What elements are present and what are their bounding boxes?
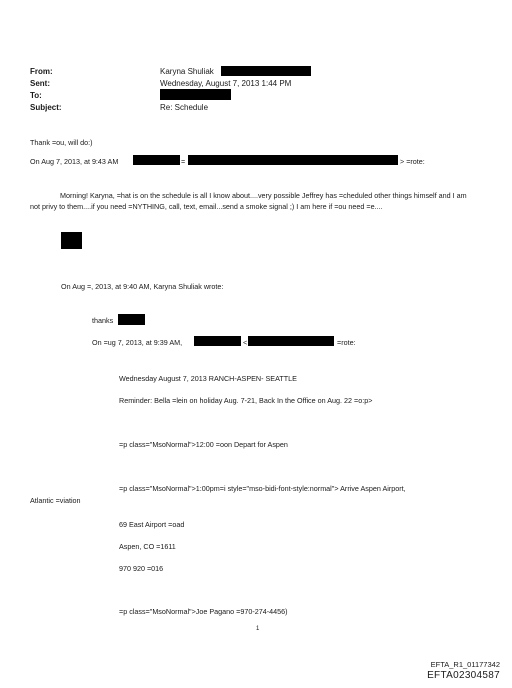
quote1-eq: = xyxy=(181,157,186,166)
redaction-quote3-email xyxy=(248,336,334,346)
quote1-suffix: > =rote: xyxy=(400,157,425,166)
subject-label: Subject: xyxy=(30,103,62,112)
thanks-text: thanks xyxy=(92,316,114,325)
efta-id-r1: EFTA_R1_01177342 xyxy=(430,660,500,669)
quote3-suffix: =rote: xyxy=(337,338,356,347)
redaction-quote1-name xyxy=(133,155,180,165)
schedule-item-contact: =p class="MsoNormal">Joe Pagano =970-274-4456) xyxy=(119,607,288,616)
redaction-quote1-email xyxy=(188,155,398,165)
morning-paragraph: Morning! Karyna, =hat is on the schedule is all I know about....very possible Jeffrey has =cheduled other things himself and I am not privy to them....if you need =NYTHING, call, text, email...send a smoke signal ;) I am here if =ou need =e.... xyxy=(30,191,467,211)
subject-value: Re: Schedule xyxy=(160,103,209,112)
reply-line: Thank =ou, will do:) xyxy=(30,138,93,147)
schedule-title: Wednesday August 7, 2013 RANCH-ASPEN- SEATTLE xyxy=(119,374,297,383)
efta-id: EFTA02304587 xyxy=(427,670,500,681)
to-label: To: xyxy=(30,91,42,100)
redaction-from-email xyxy=(221,66,311,76)
redaction-quote3-name xyxy=(194,336,241,346)
atlantic-aviation: Atlantic =viation xyxy=(30,496,81,505)
schedule-item-depart: =p class="MsoNormal">12:00 =oon Depart for Aspen xyxy=(119,440,288,449)
quote1-header: On Aug 7, 2013, at 9:43 AM xyxy=(30,157,119,166)
redaction-thanks-name xyxy=(118,314,145,325)
redaction-signature xyxy=(61,232,82,249)
schedule-item-arrive: =p class="MsoNormal">1:00pm=i style="mso-bidi-font-style:normal"> Arrive Aspen Airport, xyxy=(119,484,406,493)
sent-value: Wednesday, August 7, 2013 1:44 PM xyxy=(160,79,292,88)
phone-line: 970 920 =016 xyxy=(119,564,164,573)
redaction-to xyxy=(160,89,231,100)
quote3-lt: < xyxy=(243,338,248,347)
address-line1: 69 East Airport =oad xyxy=(119,520,185,529)
address-line2: Aspen, CO =1611 xyxy=(119,542,176,551)
from-value: Karyna Shuliak xyxy=(160,67,214,76)
sent-label: Sent: xyxy=(30,79,50,88)
page-number: 1 xyxy=(256,626,260,632)
quote2-header: On Aug =, 2013, at 9:40 AM, Karyna Shuliak wrote: xyxy=(61,282,224,291)
reminder-line: Reminder: Bella =lein on holiday Aug. 7-21, Back In the Office on Aug. 22 =o:p> xyxy=(119,396,373,405)
quote3-header: On =ug 7, 2013, at 9:39 AM, xyxy=(92,338,183,347)
from-label: From: xyxy=(30,67,53,76)
